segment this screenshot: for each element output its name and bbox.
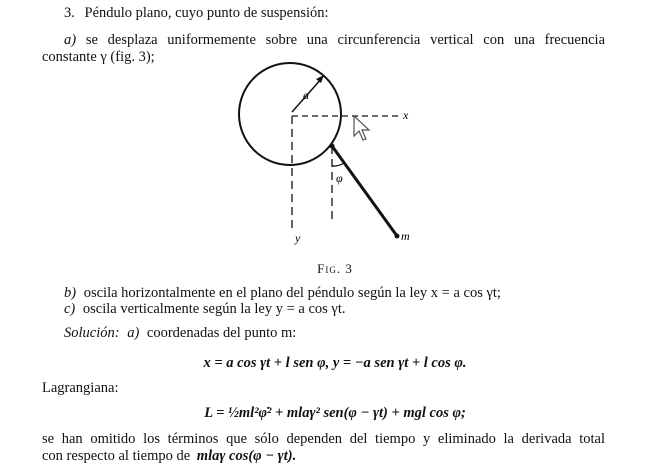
closing-line2 [42, 448, 296, 465]
y-axis-label: y [295, 231, 301, 245]
problem-number: 3. [64, 5, 75, 21]
solution-text: coordenadas del punto m: [146, 325, 297, 341]
solution-line [64, 325, 296, 342]
x-axis-label: x [403, 108, 409, 122]
part-b [64, 285, 501, 302]
angle-label: φ [336, 171, 343, 185]
equation-lagrangian: L = ½ml²φ̇² + mlaγ² sen(φ − γt) + mgl cos φ; [204, 405, 466, 421]
part-b-text: oscila horizontalmente en el plano del péndulo según la ley x = a cos γt; [83, 285, 501, 301]
mass-label: m [401, 229, 410, 243]
mouse-cursor-icon [354, 116, 369, 140]
part-c-label: c) [64, 301, 76, 317]
closing-line1: se han omitido los términos que sólo dependen del tiempo y eliminado la derivada total [42, 431, 605, 447]
solution-part: a) [127, 325, 140, 341]
part-c [64, 301, 346, 318]
closing-expression: mlaγ cos(φ − γt). [196, 448, 297, 464]
part-a-line1 [64, 32, 605, 49]
suspension-point [330, 144, 335, 149]
figure-caption: Fig. 3 [317, 261, 353, 276]
part-a-text-1: se desplaza uniformemente sobre una circunferencia vertical con una frecuencia [85, 32, 606, 48]
part-a-text-2: constante γ (fig. 3); [42, 49, 155, 65]
pendulum-figure [230, 58, 430, 248]
part-a-label: a) [64, 32, 77, 48]
solution-heading: Solución: [64, 325, 120, 341]
lagrangian-label: Lagrangiana: [42, 380, 119, 396]
closing-prefix: con respecto al tiempo de [42, 448, 191, 464]
part-a-line2 [42, 49, 155, 66]
angle-arc [332, 163, 344, 166]
pendulum-mass [395, 234, 400, 239]
equation-coordinates: x = a cos γt + l sen φ, y = −a sen γt + l cos φ. [203, 355, 467, 371]
radius-arrowhead [316, 75, 324, 83]
suspension-circle [239, 63, 341, 165]
part-c-text: oscila verticalmente según la ley y = a cos γt. [82, 301, 346, 317]
radius-label: a [303, 88, 309, 102]
problem-title: Péndulo plano, cuyo punto de suspensión: [84, 5, 329, 21]
pendulum-rod [332, 146, 397, 236]
part-b-label: b) [64, 285, 77, 301]
problem-heading [64, 5, 329, 22]
